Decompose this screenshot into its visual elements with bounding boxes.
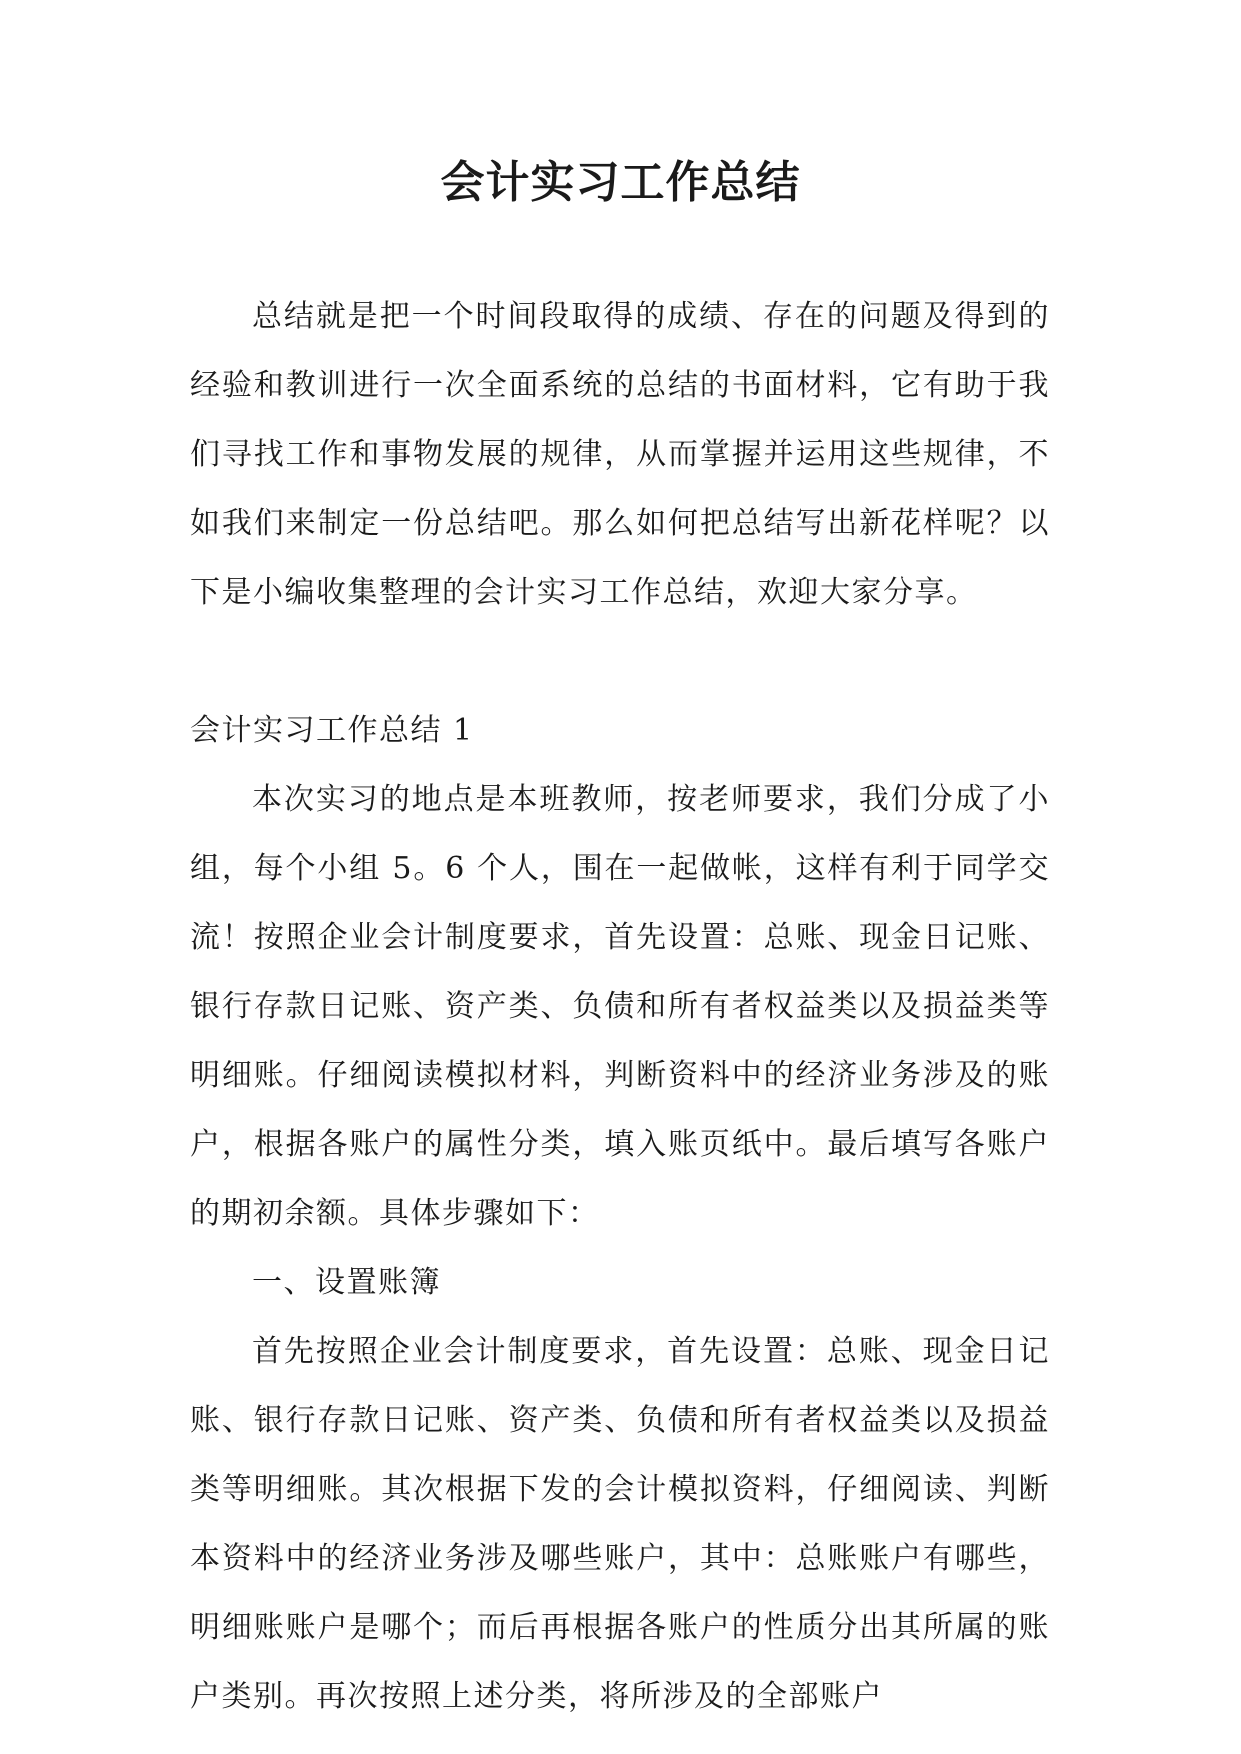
intro-paragraph: 总结就是把一个时间段取得的成绩、存在的问题及得到的经验和教训进行一次全面系统的总结的书面材料，它有助于我们寻找工作和事物发展的规律，从而掌握并运用这些规律，不如我们来制定一份总结吧。那么如何把总结写出新花样呢？以下是小编收集整理的会计实习工作总结，欢迎大家分享。 <box>190 299 1050 610</box>
subheading-setup-ledgers: 一、设置账簿 <box>252 1265 441 1300</box>
document-body <box>190 282 1050 1731</box>
body-paragraph-1: 本次实习的地点是本班教师，按老师要求，我们分成了小组，每个小组 5。6 个人，围在一起做帐，这样有利于同学交流！按照企业会计制度要求，首先设置：总账、现金日记账、银行存款日记账、资产类、负债和所有者权益类以及损益类等明细账。仔细阅读模拟材料，判断资料中的经济业务涉及的账户，根据各账户的属性分类，填入账页纸中。最后填写各账户的期初余额。具体步骤如下： <box>190 782 1050 1231</box>
section-title: 会计实习工作总结 1 <box>190 713 474 748</box>
document-title: 会计实习工作总结 <box>440 157 801 208</box>
body-paragraph-2: 首先按照企业会计制度要求，首先设置：总账、现金日记账、银行存款日记账、资产类、负债和所有者权益类以及损益类等明细账。其次根据下发的会计模拟资料，仔细阅读、判断本资料中的经济业务涉及哪些账户，其中：总账账户有哪些，明细账账户是哪个；而后再根据各账户的性质分出其所属的账户类别。再次按照上述分类，将所涉及的全部账户 <box>190 1334 1050 1714</box>
